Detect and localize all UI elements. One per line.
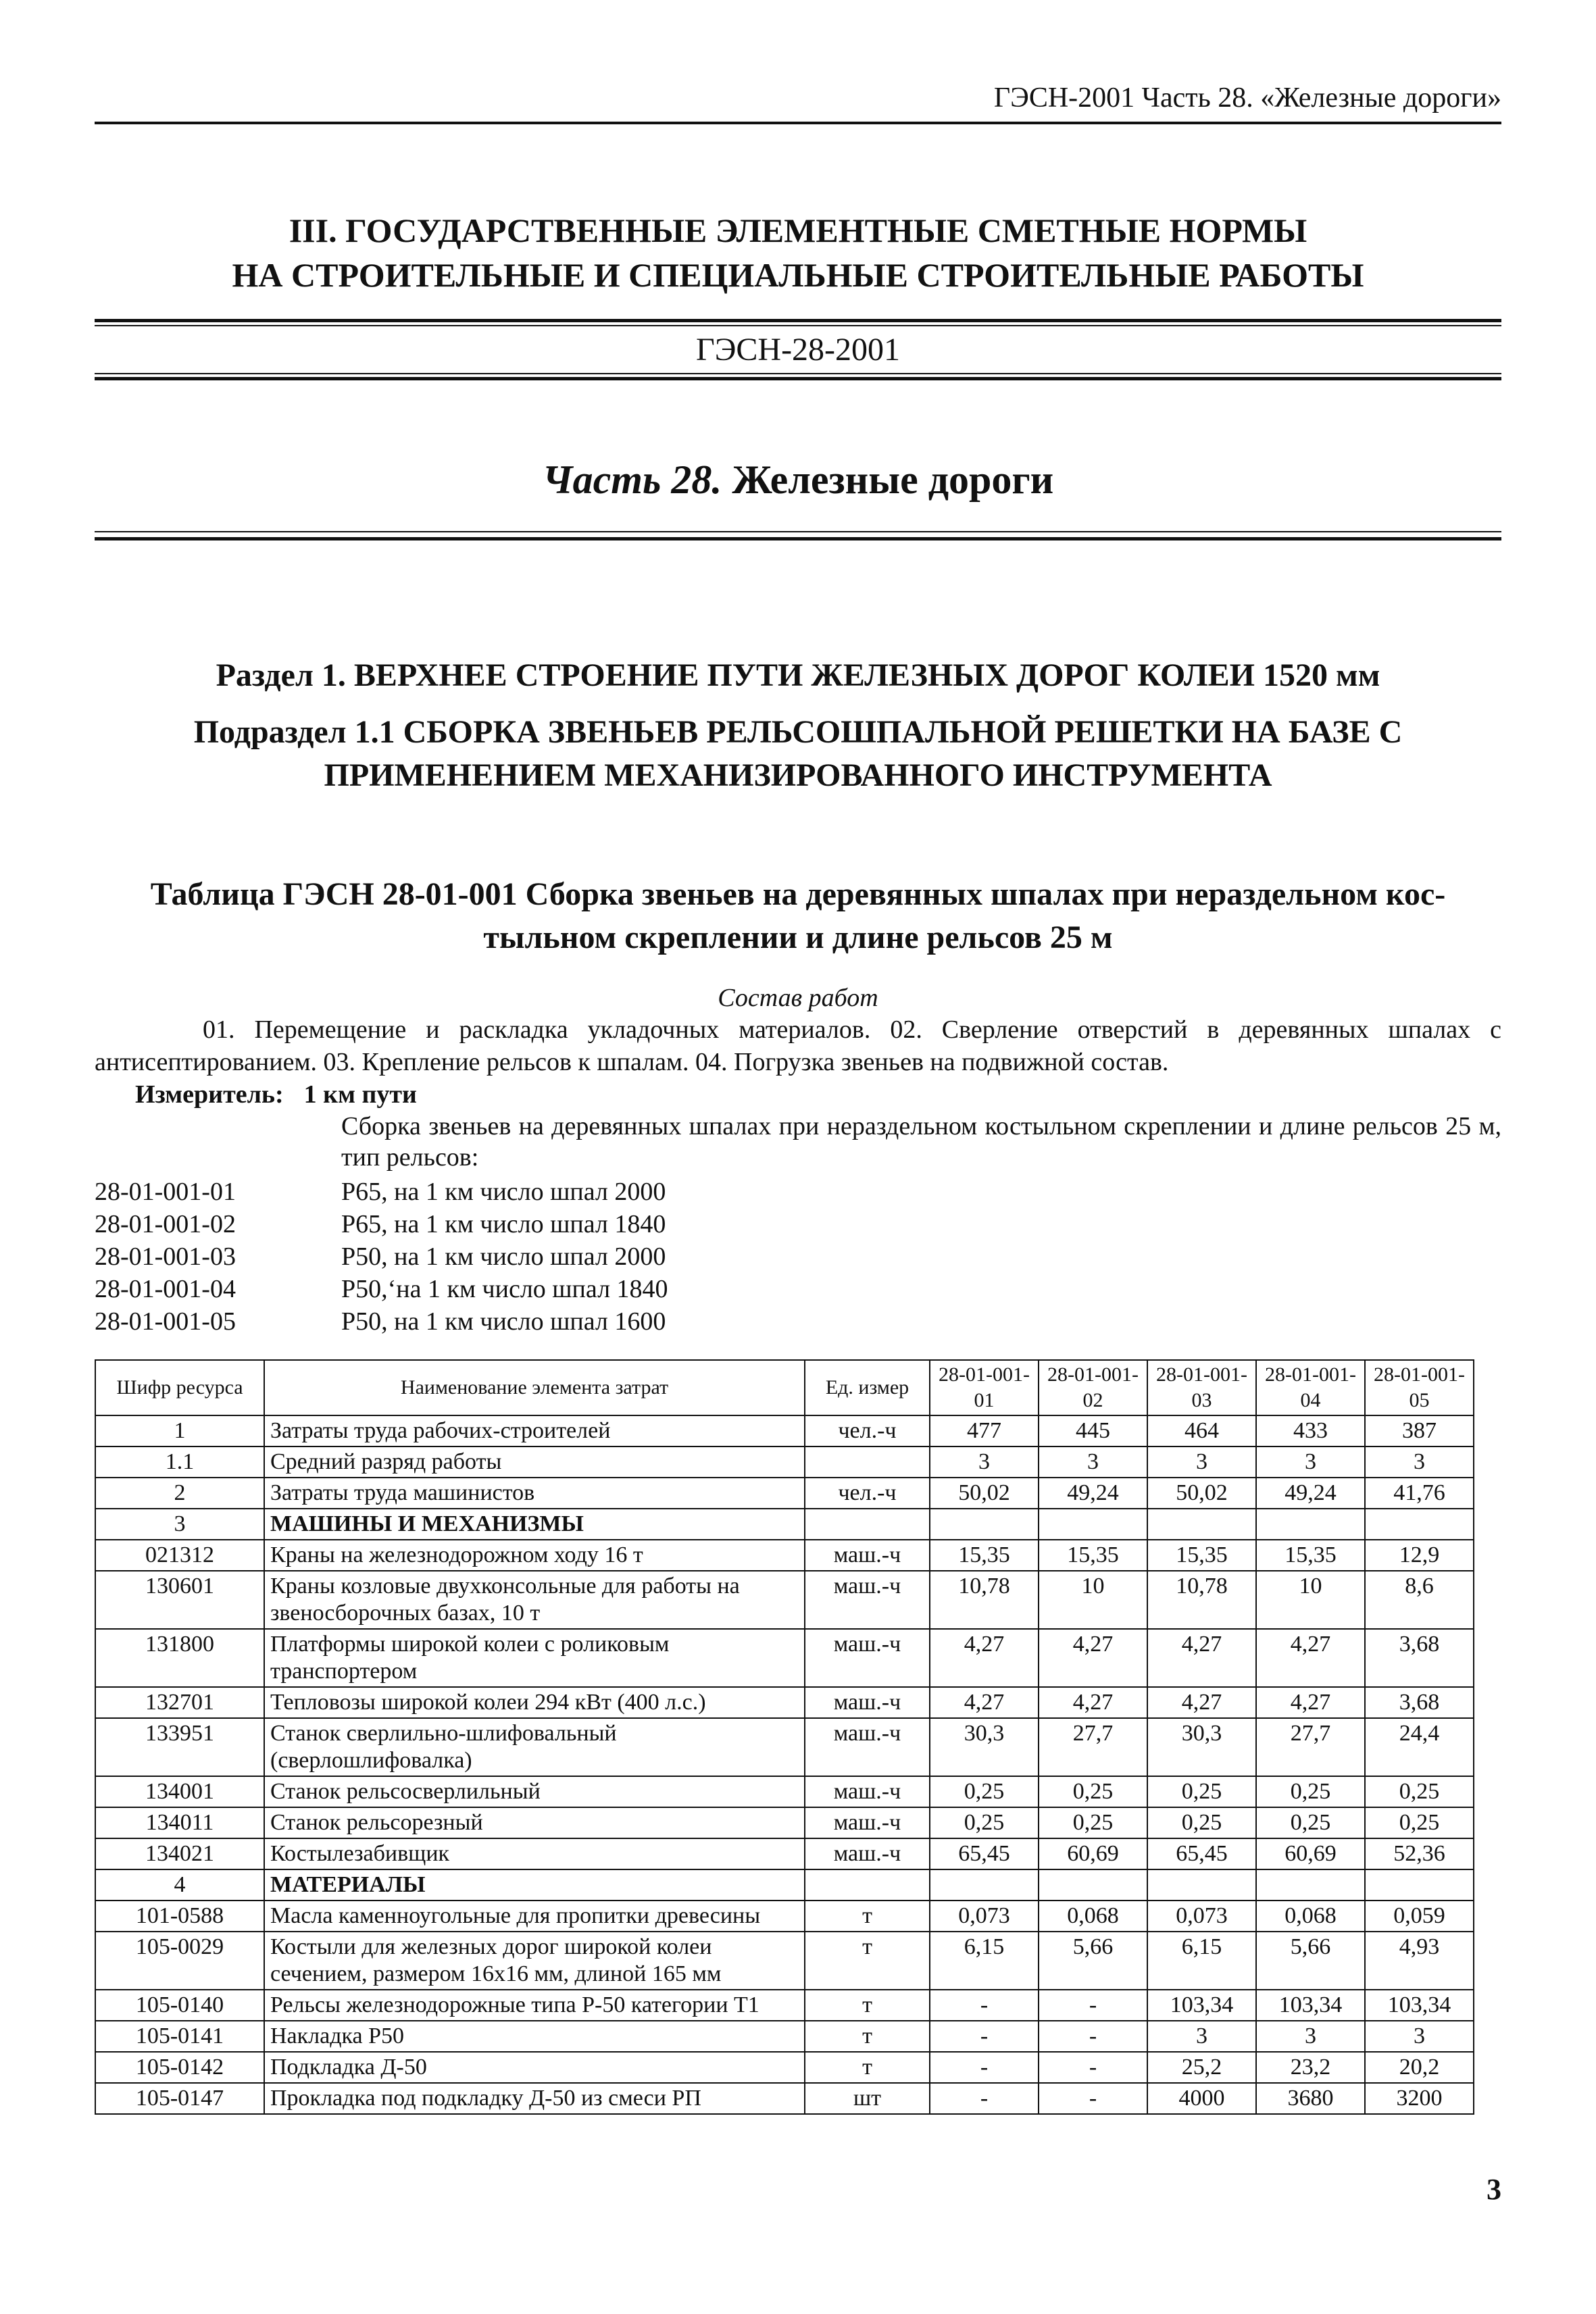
norm-value-cell: 0,068 [1039,1901,1147,1932]
norm-value-cell: 8,6 [1365,1571,1474,1629]
norm-value-cell: 60,69 [1256,1838,1365,1869]
table-header-row [95,1360,1474,1415]
unit-cell: маш.-ч [805,1718,930,1776]
cost-element-name-cell: Краны козловые двухконсольные для работы на звеносборочных базах, 10 т [264,1571,805,1629]
norm-value-cell: 15,35 [1147,1540,1256,1571]
norms-table [95,1359,1474,2115]
norm-code-text: Р65, на 1 км число шпал 2000 [341,1178,666,1206]
norm-value-cell: 6,15 [1147,1932,1256,1990]
subsection-title-line1: Подраздел 1.1 СБОРКА ЗВЕНЬЕВ РЕЛЬСОШПАЛЬНОЙ РЕШЕТКИ НА БАЗЕ С [193,714,1403,750]
norm-value-cell: 0,073 [930,1901,1039,1932]
code-rule-thin [95,373,1501,374]
norm-value-cell: 0,25 [1256,1776,1365,1807]
norm-value-cell: 0,25 [1039,1807,1147,1838]
part-number: Часть 28. [542,457,722,502]
unit-cell [805,1869,930,1901]
works-heading: Состав работ [718,984,878,1012]
norm-value-cell: 10 [1256,1571,1365,1629]
part-rule-thick [95,537,1501,540]
col-header-name: Наименование элемента затрат [264,1360,805,1415]
norm-value-cell: 10,78 [930,1571,1039,1629]
cost-element-name-cell: Станок рельсосверлильный [264,1776,805,1807]
subsection-title [95,711,1501,797]
meter-value: 1 км пути [303,1080,417,1109]
cost-element-name-cell: Затраты труда рабочих-строителей [264,1415,805,1447]
norm-value-cell: - [930,2021,1039,2052]
norm-value-cell: 25,2 [1147,2052,1256,2083]
title-rule-top-thin [95,325,1501,326]
norm-value-cell: - [1039,1990,1147,2021]
resource-code-cell: 132701 [95,1687,264,1718]
unit-cell [805,1447,930,1478]
cost-element-name-cell: Рельсы железнодорожные типа Р-50 категории Т1 [264,1990,805,2021]
table-row [95,1990,1474,2021]
norm-value-cell: 4,27 [1039,1629,1147,1687]
table-body [95,1415,1474,2114]
norm-value-cell: 6,15 [930,1932,1039,1990]
cost-element-name-cell: Прокладка под подкладку Д-50 из смеси РП [264,2083,805,2114]
norm-value-cell: 24,4 [1365,1718,1474,1776]
cost-element-name-cell: Краны на железнодорожном ходу 16 т [264,1540,805,1571]
col-header-code: Шифр ресурса [95,1360,264,1415]
norm-value-cell: 4,93 [1365,1932,1474,1990]
norm-value-cell: 15,35 [930,1540,1039,1571]
works-text: 01. Перемещение и раскладка укладочных материалов. 02. Сверление отверстий в деревянных шпалах с антисептированием. 03. Крепление рельсов к шпалам. 04. Погрузка звеньев на подвижной состав. [95,1015,1501,1076]
norm-code-row [95,1240,668,1273]
table-row [95,1776,1474,1807]
norm-value-cell: 23,2 [1256,2052,1365,2083]
norm-value-cell: 477 [930,1415,1039,1447]
meter-label: Измеритель: [135,1080,284,1109]
norm-value-cell: 5,66 [1039,1932,1147,1990]
norm-value-cell: 15,35 [1039,1540,1147,1571]
norm-value-cell: 0,25 [1256,1807,1365,1838]
norm-code-text: Р50,ʻна 1 км число шпал 1840 [341,1275,668,1303]
cost-element-name-cell: МАШИНЫ И МЕХАНИЗМЫ [264,1509,805,1540]
table-row [95,1932,1474,1990]
norm-value-cell: 4,27 [1256,1629,1365,1687]
norm-value-cell [1147,1869,1256,1901]
subsection-title-line2: ПРИМЕНЕНИЕМ МЕХАНИЗИРОВАННОГО ИНСТРУМЕНТА [324,757,1272,793]
unit-cell: маш.-ч [805,1838,930,1869]
norm-value-cell: 27,7 [1039,1718,1147,1776]
norm-value-cell: 433 [1256,1415,1365,1447]
resource-code-cell: 3 [95,1509,264,1540]
cost-element-name-cell: Платформы широкой колеи с роликовым транспортером [264,1629,805,1687]
norm-value-cell: 3 [1147,2021,1256,2052]
resource-code-cell: 2 [95,1478,264,1509]
table-row [95,1478,1474,1509]
norm-value-cell: 3 [1039,1447,1147,1478]
table-row [95,1447,1474,1478]
norm-value-cell [1256,1869,1365,1901]
unit-cell: т [805,1901,930,1932]
norm-value-cell: 0,25 [1147,1776,1256,1807]
section-title: Раздел 1. ВЕРХНЕЕ СТРОЕНИЕ ПУТИ ЖЕЛЕЗНЫХ ДОРОГ КОЛЕИ 1520 мм [216,657,1380,693]
resource-code-cell: 131800 [95,1629,264,1687]
norm-value-cell: 0,25 [930,1776,1039,1807]
norm-code: 28-01-001-05 [95,1307,236,1336]
part-rule-thin [95,531,1501,532]
norm-code-list [95,1176,668,1338]
norm-value-cell: 4000 [1147,2083,1256,2114]
cost-element-name-cell: Масла каменноугольные для пропитки древесины [264,1901,805,1932]
norm-value-cell: - [930,2052,1039,2083]
norm-code-row [95,1208,668,1240]
unit-cell: маш.-ч [805,1687,930,1718]
norm-value-cell: 3680 [1256,2083,1365,2114]
norm-value-cell: 12,9 [1365,1540,1474,1571]
table-row [95,1540,1474,1571]
unit-cell: чел.-ч [805,1478,930,1509]
norm-value-cell: 49,24 [1039,1478,1147,1509]
unit-cell: маш.-ч [805,1776,930,1807]
norm-value-cell: 0,25 [1147,1807,1256,1838]
col-header-norm-1: 28-01-001-01 [930,1360,1039,1415]
table-row [95,2021,1474,2052]
cost-element-name-cell: Накладка Р50 [264,2021,805,2052]
norm-value-cell: 0,059 [1365,1901,1474,1932]
unit-cell: маш.-ч [805,1629,930,1687]
norm-value-cell: 0,068 [1256,1901,1365,1932]
norm-value-cell: 49,24 [1256,1478,1365,1509]
norm-value-cell: 4,27 [1147,1687,1256,1718]
norm-value-cell: 10,78 [1147,1571,1256,1629]
resource-code-cell: 134011 [95,1807,264,1838]
norm-value-cell: 10 [1039,1571,1147,1629]
unit-cell: маш.-ч [805,1540,930,1571]
main-title [95,208,1501,297]
norm-value-cell: 0,25 [930,1807,1039,1838]
norm-value-cell: 3 [930,1447,1039,1478]
col-header-norm-4: 28-01-001-04 [1256,1360,1365,1415]
norm-value-cell: 0,25 [1365,1776,1474,1807]
unit-cell: т [805,2052,930,2083]
norm-value-cell: 3 [1365,2021,1474,2052]
norm-value-cell: 3 [1147,1447,1256,1478]
unit-cell: маш.-ч [805,1571,930,1629]
norm-code-row [95,1305,668,1338]
cost-element-name-cell: Средний разряд работы [264,1447,805,1478]
resource-code-cell: 1 [95,1415,264,1447]
unit-cell: т [805,2021,930,2052]
norm-value-cell: 445 [1039,1415,1147,1447]
unit-cell [805,1509,930,1540]
norm-value-cell: - [1039,2052,1147,2083]
norm-value-cell: 15,35 [1256,1540,1365,1571]
unit-cell: т [805,1932,930,1990]
norm-value-cell: 5,66 [1256,1932,1365,1990]
work-description: Сборка звеньев на деревянных шпалах при нераздельном костыльном скреплении и длине рельсов 25 м, тип рельсов: [341,1112,1501,1172]
table-row [95,1571,1474,1629]
norm-value-cell: - [930,1990,1039,2021]
table-row [95,2083,1474,2114]
resource-code-cell: 134001 [95,1776,264,1807]
norm-code: 28-01-001-02 [95,1210,236,1238]
title-rule-top [95,319,1501,322]
col-header-norm-2: 28-01-001-02 [1039,1360,1147,1415]
table-row [95,1718,1474,1776]
norm-value-cell: 0,25 [1039,1776,1147,1807]
norm-value-cell [1365,1509,1474,1540]
cost-element-name-cell: Костылезабивщик [264,1838,805,1869]
resource-code-cell: 130601 [95,1571,264,1629]
norm-value-cell [930,1869,1039,1901]
norm-code-text: Р65, на 1 км число шпал 1840 [341,1210,666,1238]
norm-value-cell: 3200 [1365,2083,1474,2114]
norm-value-cell [930,1509,1039,1540]
table-row [95,2052,1474,2083]
norm-value-cell: 4,27 [1256,1687,1365,1718]
norm-value-cell [1365,1869,1474,1901]
norm-value-cell [1256,1509,1365,1540]
norm-value-cell: 50,02 [930,1478,1039,1509]
norm-value-cell: 103,34 [1365,1990,1474,2021]
table-row [95,1687,1474,1718]
cost-element-name-cell: Тепловозы широкой колеи 294 кВт (400 л.с.) [264,1687,805,1718]
table-title-line2: тыльном скреплении и длине рельсов 25 м [483,920,1113,955]
cost-element-name-cell: Затраты труда машинистов [264,1478,805,1509]
main-title-line1: III. ГОСУДАРСТВЕННЫЕ ЭЛЕМЕНТНЫЕ СМЕТНЫЕ НОРМЫ [289,211,1307,249]
norm-value-cell: 4,27 [1039,1687,1147,1718]
norm-code-text: Р50, на 1 км число шпал 1600 [341,1307,666,1336]
norm-code: 28-01-001-03 [95,1242,236,1271]
code-rule-thick [95,377,1501,380]
norm-value-cell: 3,68 [1365,1687,1474,1718]
norm-value-cell: 3 [1256,1447,1365,1478]
col-header-norm-5: 28-01-001-05 [1365,1360,1474,1415]
resource-code-cell: 105-0029 [95,1932,264,1990]
norm-value-cell: 3,68 [1365,1629,1474,1687]
unit-cell: чел.-ч [805,1415,930,1447]
norm-value-cell: 0,073 [1147,1901,1256,1932]
resource-code-cell: 105-0140 [95,1990,264,2021]
norm-value-cell: 3 [1256,2021,1365,2052]
norm-code-row [95,1273,668,1305]
norm-value-cell: 4,27 [930,1687,1039,1718]
resource-code-cell: 4 [95,1869,264,1901]
norm-value-cell [1039,1509,1147,1540]
norm-value-cell [1039,1869,1147,1901]
running-head: ГЭСН-2001 Часть 28. «Железные дороги» [95,74,1501,124]
cost-element-name-cell: Костыли для железных дорог широкой колеи сечением, размером 16х16 мм, длиной 165 мм [264,1932,805,1990]
norm-value-cell: 103,34 [1256,1990,1365,2021]
page-number: 3 [1487,2173,1501,2206]
resource-code-cell: 134021 [95,1838,264,1869]
unit-cell: маш.-ч [805,1807,930,1838]
main-title-line2: НА СТРОИТЕЛЬНЫЕ И СПЕЦИАЛЬНЫЕ СТРОИТЕЛЬНЫЕ РАБОТЫ [232,256,1364,294]
col-header-unit: Ед. измер [805,1360,930,1415]
table-row [95,1415,1474,1447]
table-row [95,1509,1474,1540]
resource-code-cell: 101-0588 [95,1901,264,1932]
table-row [95,1629,1474,1687]
norm-value-cell: 60,69 [1039,1838,1147,1869]
norm-value-cell: 4,27 [930,1629,1039,1687]
norm-code: 28-01-001-01 [95,1178,236,1206]
table-title [95,873,1501,959]
norm-value-cell [1147,1509,1256,1540]
norm-value-cell: 20,2 [1365,2052,1474,2083]
norm-value-cell: - [1039,2021,1147,2052]
cost-element-name-cell: Станок рельсорезный [264,1807,805,1838]
meter [135,1078,417,1111]
norm-code: 28-01-001-04 [95,1275,236,1303]
resource-code-cell: 133951 [95,1718,264,1776]
norm-value-cell: 464 [1147,1415,1256,1447]
code-title: ГЭСН-28-2001 [695,332,901,368]
norm-code-text: Р50, на 1 км число шпал 2000 [341,1242,666,1271]
norm-value-cell: 4,27 [1147,1629,1256,1687]
norm-value-cell: 50,02 [1147,1478,1256,1509]
norm-value-cell: 30,3 [1147,1718,1256,1776]
table-row [95,1807,1474,1838]
table-title-line1: Таблица ГЭСН 28-01-001 Сборка звеньев на деревянных шпалах при нераздельном кос- [150,876,1446,912]
norm-value-cell: - [1039,2083,1147,2114]
unit-cell: шт [805,2083,930,2114]
norm-value-cell: 30,3 [930,1718,1039,1776]
norm-code-row [95,1176,668,1208]
cost-element-name-cell: МАТЕРИАЛЫ [264,1869,805,1901]
resource-code-cell: 105-0141 [95,2021,264,2052]
cost-element-name-cell: Станок сверлильно-шлифовальный (сверлошлифовалка) [264,1718,805,1776]
resource-code-cell: 105-0147 [95,2083,264,2114]
norm-value-cell: 3 [1365,1447,1474,1478]
norm-value-cell: 387 [1365,1415,1474,1447]
cost-element-name-cell: Подкладка Д-50 [264,2052,805,2083]
norm-value-cell: 65,45 [930,1838,1039,1869]
norm-value-cell: 0,25 [1365,1807,1474,1838]
part-name: Железные дороги [732,457,1054,502]
resource-code-cell: 1.1 [95,1447,264,1478]
resource-code-cell: 021312 [95,1540,264,1571]
col-header-norm-3: 28-01-001-03 [1147,1360,1256,1415]
part-title [95,453,1501,507]
norm-value-cell: 41,76 [1365,1478,1474,1509]
norm-value-cell: 27,7 [1256,1718,1365,1776]
table-row [95,1838,1474,1869]
norm-value-cell: 103,34 [1147,1990,1256,2021]
resource-code-cell: 105-0142 [95,2052,264,2083]
norm-value-cell: 65,45 [1147,1838,1256,1869]
table-row [95,1869,1474,1901]
unit-cell: т [805,1990,930,2021]
table-row [95,1901,1474,1932]
norm-value-cell: 52,36 [1365,1838,1474,1869]
norm-value-cell: - [930,2083,1039,2114]
